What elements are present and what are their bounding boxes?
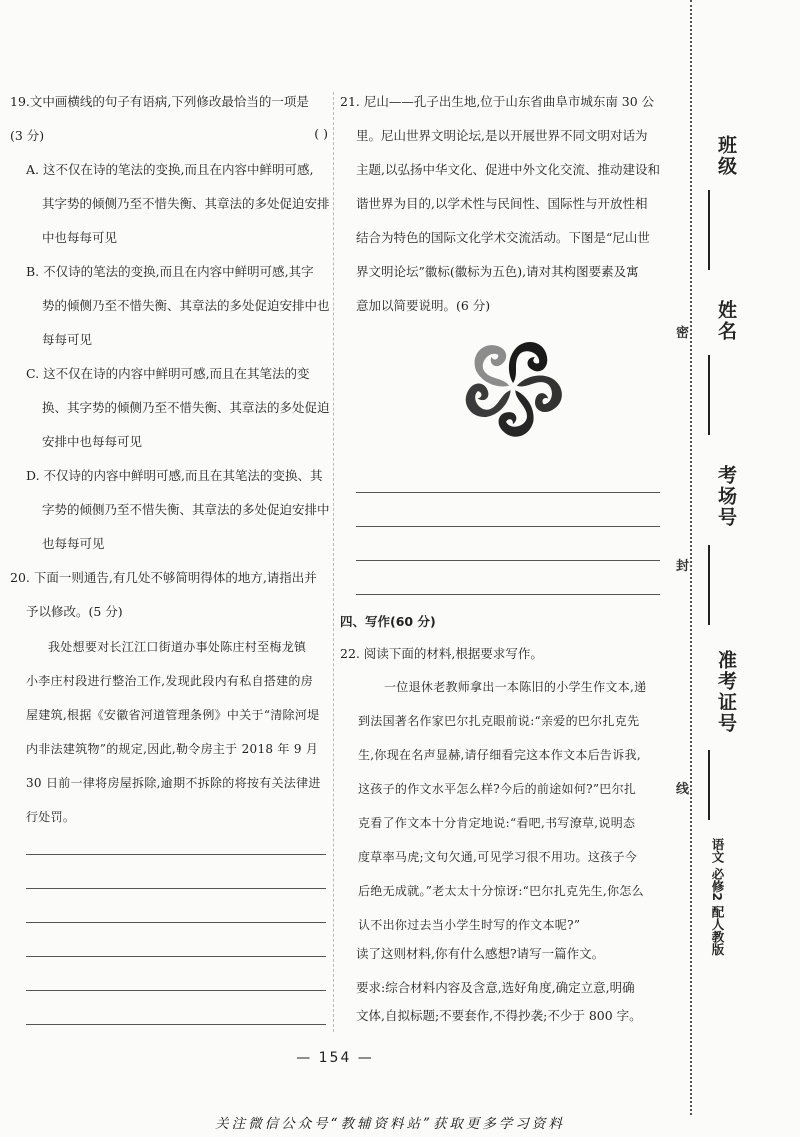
notice-line-4: 内非法建筑物”的规定,因此,勒令房主于 2018 年 9 月 <box>26 742 319 756</box>
seal-char-mi: 密 <box>676 322 689 341</box>
material-line-5: 克看了作文本十分肯定地说:“看吧,书写潦草,说明态 <box>358 816 636 830</box>
material-line-8: 认不出你过去当小学生时写的作文本呢?” <box>358 918 581 932</box>
material-line-4: 这孩子的作文水平怎么样?今后的前途如何?”巴尔扎 <box>358 782 637 796</box>
answer-line[interactable] <box>356 560 660 561</box>
question-21-line-4: 谐世界为目的,以学术性与民间性、国际性与开放性相 <box>356 196 648 211</box>
material-line-7: 后绝无成就。”老太太十分惊讶:“巴尔扎克先生,你怎么 <box>358 884 644 898</box>
requirement-line-2: 文体,自拟标题;不要套作,不得抄袭;不少于 800 字。 <box>356 1008 642 1023</box>
question-20-stem-line-2: 予以修改。(5 分) <box>26 604 123 619</box>
logo-spiral-shape <box>516 369 567 418</box>
answer-line[interactable] <box>26 990 326 991</box>
option-b-line-3: 每每可见 <box>42 332 93 347</box>
edition-label: 语文 必修2 配人教版 <box>710 838 725 956</box>
notice-line-1: 我处想要对长江江口街道办事处陈庄村至梅龙镇 <box>48 640 307 654</box>
option-a-line-1: A. 这不仅在诗的笔法的变换,而且在内容中鲜明可感, <box>26 162 314 177</box>
footer-note: 关注微信公众号“教辅资料站”获取更多学习资料 <box>215 1116 565 1132</box>
answer-bracket[interactable]: ( ) <box>314 126 328 141</box>
question-19-stem: 19.文中画横线的句子有语病,下列修改最恰当的一项是 <box>10 94 309 109</box>
option-d-line-1: D. 不仅诗的内容中鲜明可感,而且在其笔法的变换、其 <box>26 468 323 483</box>
question-21-line-7: 意加以简要说明。(6 分) <box>356 298 491 313</box>
page-number: — 154 — <box>296 1050 374 1066</box>
question-21-line-6: 界文明论坛”徽标(徽标为五色),请对其构图要素及寓 <box>356 264 639 279</box>
requirement-line-1: 要求:综合材料内容及含意,选好角度,确定立意,明确 <box>356 980 635 995</box>
column-divider <box>333 92 334 1032</box>
admission-number-field-line[interactable] <box>708 750 710 820</box>
binding-dotted-line <box>690 0 692 1115</box>
name-field-label: 姓名 <box>715 300 737 342</box>
option-d-line-2: 字势的倾侧乃至不惜失衡、其章法的多处促迫安排中 <box>42 502 330 517</box>
answer-line[interactable] <box>356 594 660 595</box>
answer-line[interactable] <box>26 922 326 923</box>
answer-line[interactable] <box>26 956 326 957</box>
question-21-line-2: 里。尼山世界文明论坛,是以开展世界不同文明对话为 <box>356 128 648 143</box>
task-line: 读了这则材料,你有什么感想?请写一篇作文。 <box>356 946 605 961</box>
option-b-line-1: B. 不仅诗的笔法的变换,而且在内容中鲜明可感,其字 <box>26 264 314 279</box>
answer-line[interactable] <box>26 888 326 889</box>
notice-line-6: 行处罚。 <box>26 810 76 824</box>
logo-spiral-shape <box>488 388 543 444</box>
notice-line-5: 30 日前一律将房屋拆除,逾期不拆除的将按有关法律进 <box>26 776 321 790</box>
question-22-stem: 22. 阅读下面的材料,根据要求写作。 <box>340 646 543 661</box>
nishan-forum-logo <box>448 322 578 452</box>
seal-char-xian: 线 <box>676 778 689 797</box>
admission-number-field-label: 准考证号 <box>715 650 737 734</box>
notice-line-3: 屋建筑,根据《安徽省河道管理条例》中关于“清除河堤 <box>26 708 320 722</box>
option-c-line-3: 安排中也每每可见 <box>42 434 143 449</box>
option-a-line-3: 中也每每可见 <box>42 230 118 245</box>
logo-graphic <box>448 322 578 452</box>
name-field-line[interactable] <box>708 355 710 435</box>
question-21-line-3: 主题,以弘扬中华文化、促进中外文化交流、推动建设和 <box>356 162 660 177</box>
material-line-3: 生,你现在名声显赫,请仔细看完这本作文本后告诉我, <box>358 748 641 762</box>
material-line-2: 到法国著名作家巴尔扎克眼前说:“亲爱的巴尔扎克先 <box>358 714 640 728</box>
logo-spiral-arm <box>516 369 567 418</box>
option-b-line-2: 势的倾侧乃至不惜失衡、其章法的多处促迫安排中也 <box>42 298 330 313</box>
class-field-line[interactable] <box>708 190 710 270</box>
logo-spiral-arm <box>488 388 543 444</box>
material-line-6: 度草率马虎;文句欠通,可见学习很不用功。这孩子今 <box>358 850 638 864</box>
answer-line[interactable] <box>26 1024 326 1025</box>
exam-room-field-line[interactable] <box>708 545 710 625</box>
section-title-writing: 四、写作(60 分) <box>340 614 436 629</box>
class-field-label: 班级 <box>715 135 737 177</box>
answer-line[interactable] <box>26 854 326 855</box>
option-c-line-2: 换、其字势的倾侧乃至不惜失衡、其章法的多处促迫 <box>42 400 330 415</box>
exam-room-field-label: 考场号 <box>715 465 737 528</box>
answer-line[interactable] <box>356 526 660 527</box>
answer-line[interactable] <box>356 492 660 493</box>
notice-line-2: 小李庄村段进行整治工作,发现此段内有私自搭建的房 <box>26 674 314 688</box>
question-21-line-5: 结合为特色的国际文化学术交流活动。下图是“尼山世 <box>356 230 650 245</box>
question-21-line-1: 21. 尼山——孔子出生地,位于山东省曲阜市城东南 30 公 <box>340 94 655 109</box>
seal-char-feng: 封 <box>676 555 689 574</box>
question-19-score: (3 分) ( ) <box>10 126 328 143</box>
material-line-1: 一位退休老教师拿出一本陈旧的小学生作文本,递 <box>384 680 647 694</box>
option-c-line-1: C. 这不仅在诗的内容中鲜明可感,而且在其笔法的变 <box>26 366 310 381</box>
question-20-stem-line-1: 20. 下面一则通告,有几处不够简明得体的地方,请指出并 <box>10 570 317 585</box>
option-a-line-2: 其字势的倾侧乃至不惜失衡、其章法的多处促迫安排 <box>42 196 330 211</box>
option-d-line-3: 也每每可见 <box>42 536 105 551</box>
